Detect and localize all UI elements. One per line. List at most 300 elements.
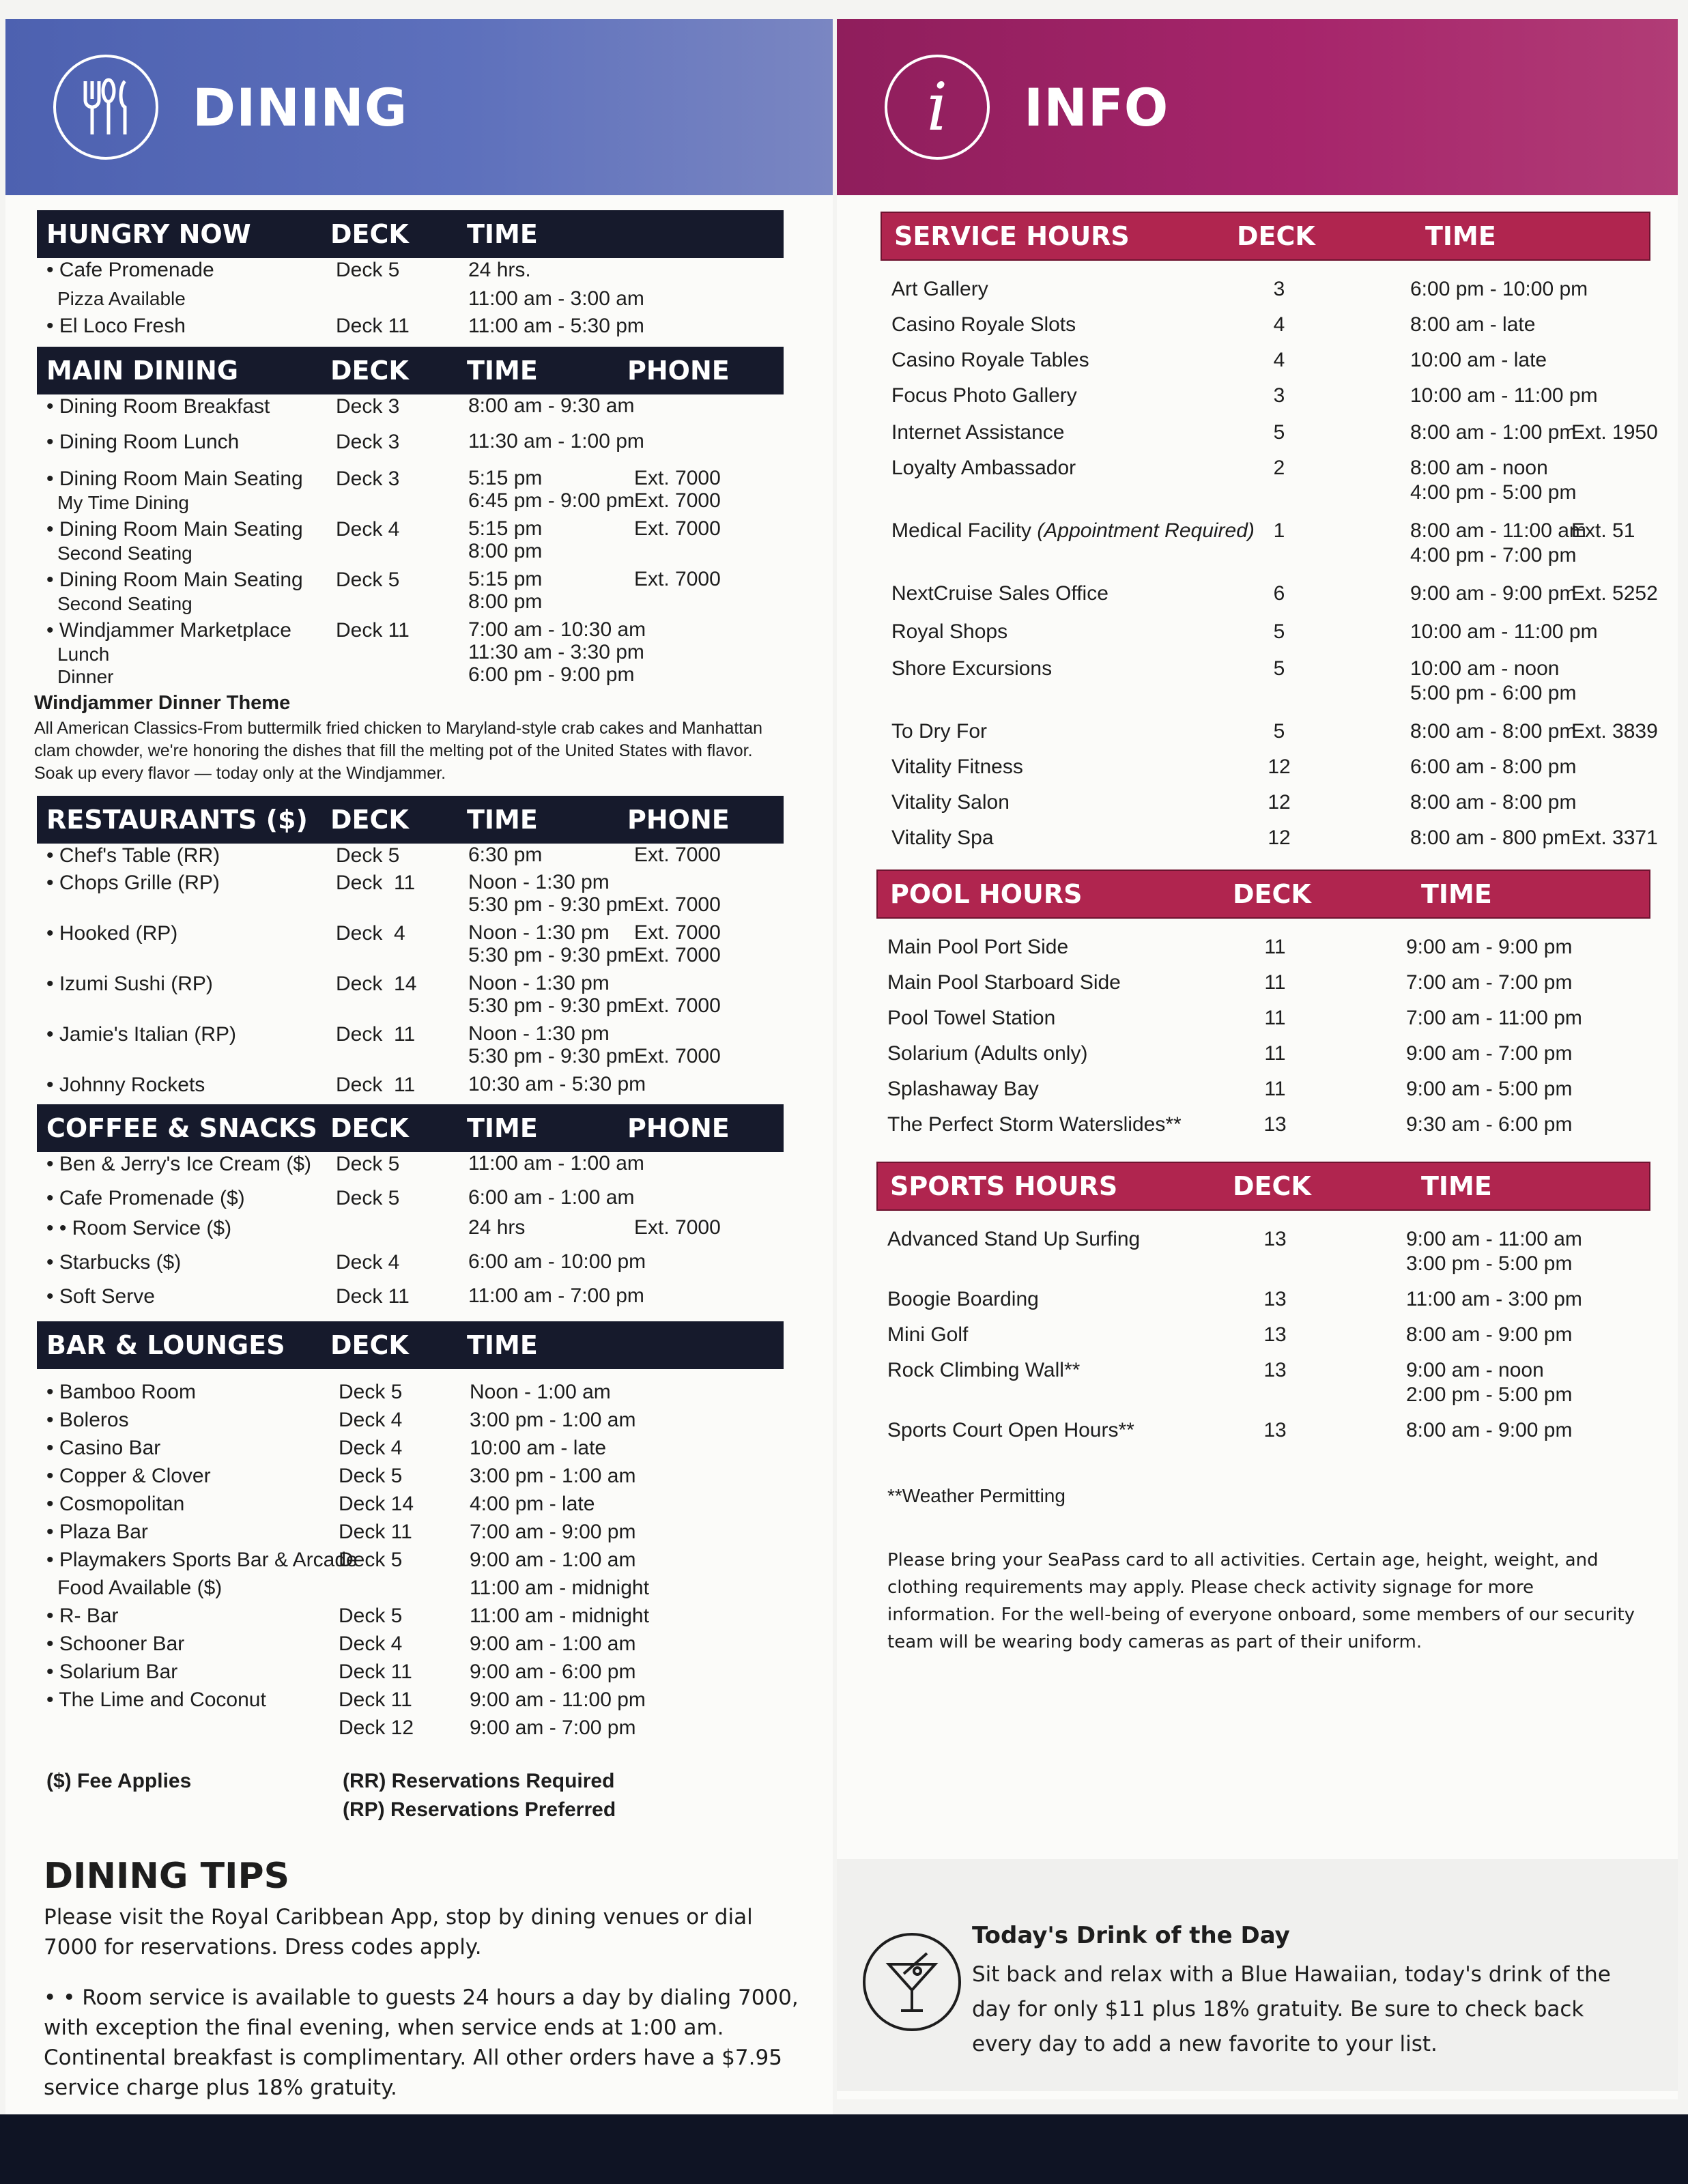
- time-cell: 5:15 pm 8:00 pm: [468, 568, 543, 613]
- service-name-text: NextCruise Sales Office: [891, 582, 1108, 605]
- venue-name-text: • Izumi Sushi (RP): [46, 973, 213, 995]
- deck-cell: 6: [1273, 582, 1285, 605]
- deck-cell: Deck 5: [336, 569, 400, 591]
- header-cell: SPORTS HOURS: [890, 1171, 1118, 1201]
- phone-cell: Ext. 7000: [634, 1045, 721, 1067]
- service-name-text: Shore Excursions: [891, 657, 1053, 680]
- time-cell: 9:30 am - 6:00 pm: [1406, 1113, 1573, 1136]
- time-cell: 11:00 am - midnight: [470, 1605, 649, 1627]
- venue-name: [46, 1250, 181, 1275]
- section-header: [37, 1104, 784, 1152]
- table-row: [37, 1073, 784, 1100]
- header-cell: TIME: [467, 356, 538, 386]
- time-cell: 6:00 pm - 10:00 pm: [1410, 278, 1588, 300]
- venue-name: • El Loco Fresh: [46, 314, 186, 339]
- deck-cell: 11: [1264, 1042, 1286, 1065]
- time-cell: 9:00 am - 9:00 pm: [1406, 936, 1573, 958]
- venue-name: [46, 921, 177, 946]
- deck-cell: Deck 5: [339, 1381, 403, 1403]
- deck-cell: 11: [1264, 971, 1286, 994]
- dining-banner: [5, 19, 833, 195]
- time-cell: 7:00 am - 10:30 am 11:30 am - 3:30 pm 6:00 pm - 9:00 pm: [468, 618, 646, 686]
- service-name-text: Splashaway Bay: [887, 1078, 1039, 1100]
- service-name: [891, 313, 1076, 337]
- time-cell: 7:00 am - 7:00 pm: [1406, 971, 1573, 994]
- service-name: [887, 1418, 1134, 1443]
- deck-cell: Deck 3: [336, 395, 400, 418]
- service-name: [891, 519, 1255, 543]
- venue-name: [46, 871, 220, 895]
- venue-subtitle: Second Seating: [57, 593, 192, 614]
- service-header-wrap: [881, 212, 1650, 261]
- header-cell: TIME: [1421, 879, 1492, 909]
- service-name: [891, 348, 1089, 373]
- time-cell: Noon - 1:30 pm 5:30 pm - 9:30 pm: [468, 921, 635, 966]
- table-row: [887, 1227, 1650, 1287]
- service-name-text: Main Pool Starboard Side: [887, 971, 1121, 994]
- header-cell: POOL HOURS: [890, 879, 1083, 909]
- table-row: [887, 1418, 1650, 1454]
- time-cell: 24 hrs.: [468, 259, 531, 281]
- deck-cell: Deck 4: [336, 922, 405, 945]
- deck-cell: 13: [1263, 1419, 1287, 1441]
- header-cell: DECK: [1233, 879, 1311, 909]
- deck-cell: Deck 11: [336, 872, 416, 894]
- header-cell: RESTAURANTS ($): [46, 805, 308, 835]
- deck-cell: 12: [1268, 827, 1291, 849]
- venue-name: [46, 1186, 245, 1211]
- info-body: [837, 195, 1678, 2099]
- header-cell: HUNGRY NOW: [46, 219, 251, 249]
- service-name-text: Focus Photo Gallery: [891, 384, 1077, 407]
- service-name-text: Art Gallery: [891, 278, 988, 300]
- service-name-text: Internet Assistance: [891, 421, 1065, 444]
- time-cell: 7:00 am - 11:00 pm: [1406, 1007, 1582, 1029]
- service-name: [891, 657, 1052, 681]
- deck-cell: 13: [1263, 1288, 1287, 1310]
- venue-name: Pizza Available: [57, 288, 186, 309]
- header-cell: PHONE: [627, 356, 730, 386]
- time-cell: Noon - 1:30 pm 5:30 pm - 9:30 pm: [468, 972, 635, 1017]
- header-cell: DECK: [330, 1113, 409, 1143]
- venue-name: • Copper & Clover: [46, 1464, 211, 1489]
- section-header: [37, 796, 784, 844]
- time-cell: Noon - 1:00 am: [470, 1381, 611, 1403]
- weather-note: **Weather Permitting: [887, 1485, 1065, 1506]
- deck-cell: Deck 4: [339, 1437, 403, 1459]
- time-cell: 9:00 am - 7:00 pm: [1406, 1042, 1573, 1065]
- service-name-text: The Perfect Storm Waterslides**: [887, 1113, 1182, 1136]
- deck-cell: 5: [1273, 620, 1285, 643]
- table-row: [37, 467, 784, 517]
- legend-fee: ($) Fee Applies: [46, 1770, 192, 1792]
- service-name: [891, 581, 1108, 606]
- dining-title: DINING: [192, 76, 408, 138]
- pool-header-wrap: [876, 870, 1650, 919]
- table-row: [37, 287, 784, 314]
- table-row: [37, 921, 784, 972]
- table-row: [37, 844, 784, 871]
- deck-cell: Deck 5: [336, 1153, 400, 1175]
- service-name: [887, 971, 1121, 995]
- info-icon: i: [885, 55, 990, 160]
- header-cell: TIME: [1425, 221, 1496, 251]
- header-cell: PHONE: [627, 805, 730, 835]
- phone-cell: Ext. 7000: [634, 517, 721, 540]
- table-row: [37, 314, 784, 343]
- service-name-text: Rock Climbing Wall**: [887, 1359, 1081, 1381]
- table-row: [37, 1284, 784, 1314]
- table-row: [891, 657, 1650, 719]
- venue-name: • Bamboo Room: [46, 1380, 196, 1405]
- section-header: [876, 870, 1650, 919]
- table-row: [37, 1216, 784, 1250]
- time-cell: 9:00 am - 5:00 pm: [1406, 1078, 1573, 1100]
- service-name-text: Advanced Stand Up Surfing: [887, 1228, 1141, 1250]
- deck-cell: Deck 4: [339, 1633, 403, 1655]
- venue-name: • Playmakers Sports Bar & Arcade: [46, 1548, 358, 1572]
- time-cell: 8:00 am - 11:00 am 4:00 pm - 7:00 pm: [1410, 519, 1586, 566]
- service-name: [887, 1041, 1087, 1066]
- bars-list: [37, 1380, 784, 1744]
- dining-body: [5, 195, 833, 2131]
- deck-cell: 11: [1264, 1007, 1286, 1029]
- venue-name: • Solarium Bar: [46, 1660, 177, 1684]
- venue-subtitle: My Time Dining: [57, 492, 189, 513]
- section-header: [37, 1321, 784, 1369]
- deck-cell: Deck 11: [339, 1689, 412, 1711]
- service-list: [891, 277, 1658, 861]
- table-row: [887, 1358, 1650, 1418]
- venue-name-text: • Jamie's Italian (RP): [46, 1023, 236, 1046]
- phone-cell: Ext. 7000 Ext. 7000: [634, 921, 721, 966]
- table-row: [891, 277, 1650, 313]
- service-name: [887, 1006, 1055, 1031]
- ext-cell: Ext. 5252: [1571, 582, 1658, 605]
- ext-cell: Ext. 51: [1571, 519, 1635, 542]
- table-row: [37, 1022, 784, 1073]
- time-cell: 11:00 am - 1:00 am: [468, 1152, 644, 1175]
- venue-name: [46, 568, 303, 615]
- venue-name-text: • • Room Service ($): [46, 1217, 231, 1239]
- time-cell: 11:00 am - midnight: [470, 1577, 649, 1599]
- venue-name: Food Available ($): [57, 1577, 223, 1599]
- info-column: [837, 19, 1678, 2099]
- service-name-text: Pool Towel Station: [887, 1007, 1056, 1029]
- table-row: [891, 620, 1650, 657]
- phone-cell: Ext. 7000: [634, 568, 721, 590]
- deck-cell: Deck 11: [336, 619, 410, 642]
- table-row: [37, 1152, 784, 1186]
- time-cell: 10:00 am - 11:00 pm: [1410, 384, 1598, 407]
- windjammer-theme-title: Windjammer Dinner Theme: [34, 692, 291, 714]
- deck-cell: 3: [1273, 278, 1285, 300]
- table-row: [887, 1287, 1650, 1323]
- deck-cell: Deck 5: [336, 844, 400, 867]
- deck-cell: 13: [1263, 1113, 1287, 1136]
- table-row: [37, 1716, 784, 1744]
- phone-cell: Ext. 7000: [634, 994, 721, 1017]
- service-name-text: To Dry For: [891, 720, 988, 743]
- venue-name: [46, 394, 270, 419]
- service-name: [887, 1358, 1080, 1383]
- time-cell: 9:00 am - 1:00 am: [470, 1633, 636, 1655]
- table-row: [891, 581, 1658, 620]
- drink-of-the-day: [837, 1859, 1678, 2091]
- legend: [37, 1770, 784, 1835]
- venue-name: [46, 517, 303, 564]
- service-name: [887, 935, 1068, 960]
- table-row: [887, 1323, 1650, 1358]
- venue-name: [46, 618, 291, 688]
- info-banner: [837, 19, 1678, 195]
- service-name: [891, 755, 1023, 779]
- ext-cell: Ext. 3371: [1571, 827, 1658, 849]
- header-cell: DECK: [1237, 221, 1315, 251]
- service-name: [891, 719, 987, 744]
- venue-name-text: • Johnny Rockets: [46, 1074, 205, 1096]
- deck-cell: Deck 12: [339, 1716, 414, 1739]
- table-row: [37, 1408, 784, 1436]
- table-row: [37, 1548, 784, 1576]
- sports-list: [887, 1227, 1650, 1454]
- deck-cell: 13: [1263, 1359, 1287, 1381]
- deck-cell: Deck 5: [336, 259, 400, 281]
- fork-spoon-knife-icon: [53, 55, 158, 160]
- header-cell: COFFEE & SNACKS: [46, 1113, 317, 1143]
- table-row: [37, 871, 784, 921]
- table-row: [891, 384, 1650, 420]
- venue-name-text: • Chef's Table (RR): [46, 844, 220, 867]
- deck-cell: Deck 11: [336, 1023, 416, 1046]
- service-name: [887, 1227, 1140, 1252]
- venue-name: [46, 1284, 155, 1309]
- venue-name: [46, 1152, 311, 1177]
- deck-cell: 4: [1273, 349, 1285, 371]
- service-name: [887, 1287, 1039, 1312]
- service-name: [891, 456, 1076, 480]
- venue-name-text: • Dining Room Main Seating: [46, 569, 303, 591]
- deck-cell: 11: [1264, 936, 1286, 958]
- table-row: [37, 1660, 784, 1688]
- header-cell: TIME: [467, 219, 538, 249]
- header-cell: TIME: [467, 1113, 538, 1143]
- time-cell: 6:30 pm: [468, 844, 543, 866]
- table-row: [37, 1576, 784, 1604]
- time-cell: 9:00 am - 11:00 am 3:00 pm - 5:00 pm: [1406, 1228, 1582, 1275]
- section-header: [876, 1162, 1650, 1211]
- venue-name: [46, 1022, 236, 1047]
- time-cell: 8:00 am - noon 4:00 pm - 5:00 pm: [1410, 457, 1577, 504]
- table-row: [891, 826, 1658, 861]
- time-cell: 9:00 am - 7:00 pm: [470, 1716, 636, 1739]
- time-cell: 4:00 pm - late: [470, 1493, 595, 1515]
- time-cell: 6:00 am - 1:00 am: [468, 1186, 635, 1209]
- venue-name: [46, 430, 239, 455]
- table-row: [891, 519, 1650, 581]
- table-row: [37, 568, 784, 618]
- table-row: [891, 755, 1650, 790]
- time-cell: 11:30 am - 1:00 pm: [468, 430, 644, 452]
- table-row: [37, 972, 784, 1022]
- deck-cell: Deck 11: [336, 1074, 416, 1096]
- dining-tips-paragraph: Please visit the Royal Caribbean App, stop by dining venues or dial 7000 for reservations. Dress codes apply.: [44, 1905, 753, 1959]
- table-row: [37, 1604, 784, 1632]
- dining-tips-title: DINING TIPS: [44, 1856, 290, 1897]
- time-cell: 10:00 am - late: [470, 1437, 607, 1459]
- sports-header-wrap: [876, 1162, 1650, 1211]
- time-cell: 8:00 am - 9:30 am: [468, 394, 635, 417]
- time-cell: 10:30 am - 5:30 pm: [468, 1073, 646, 1095]
- deck-cell: 13: [1263, 1323, 1287, 1346]
- time-cell: 8:00 am - 1:00 pm: [1410, 421, 1577, 444]
- deck-cell: Deck 14: [336, 973, 417, 995]
- table-row: [887, 935, 1650, 971]
- time-cell: 8:00 am - 8:00 pm: [1410, 720, 1577, 743]
- deck-cell: 5: [1273, 720, 1285, 743]
- venue-name: [46, 1073, 205, 1097]
- ext-cell: Ext. 3839: [1571, 720, 1658, 743]
- time-cell: 9:00 am - 1:00 am: [470, 1549, 636, 1571]
- deck-cell: Deck 11: [336, 1285, 410, 1308]
- header-cell: MAIN DINING: [46, 356, 239, 386]
- service-name: [891, 620, 1007, 644]
- table-row: [887, 971, 1650, 1006]
- deck-cell: Deck 4: [336, 1251, 400, 1274]
- service-name-text: Vitality Salon: [891, 791, 1010, 814]
- service-name-text: Mini Golf: [887, 1323, 969, 1346]
- service-name-text: Vitality Fitness: [891, 756, 1023, 778]
- deck-cell: Deck 5: [336, 1187, 400, 1209]
- header-cell: SERVICE HOURS: [894, 221, 1130, 251]
- table-row: [37, 258, 784, 287]
- seapass-note: Please bring your SeaPass card to all activities. Certain age, height, weight, and clothing requirements may apply. Please check activity signage for more information. For the well-being of everyone onboard, some members of our security team will be wearing body cameras as part of their uniform.: [887, 1550, 1635, 1652]
- service-name-text: Casino Royale Slots: [891, 313, 1076, 336]
- time-cell: 8:00 am - late: [1410, 313, 1536, 336]
- venue-name: • Schooner Bar: [46, 1632, 184, 1656]
- venue-name: • Casino Bar: [46, 1436, 160, 1461]
- time-cell: 10:00 am - late: [1410, 349, 1547, 371]
- header-cell: PHONE: [627, 1113, 730, 1143]
- venue-name-text: • Dining Room Breakfast: [46, 395, 270, 418]
- time-cell: 24 hrs: [468, 1216, 526, 1239]
- venue-name-text: • Cafe Promenade ($): [46, 1187, 245, 1209]
- venue-name-text: • Starbucks ($): [46, 1251, 181, 1274]
- drink-title: Today's Drink of the Day: [972, 1922, 1290, 1949]
- service-name: [891, 826, 994, 850]
- venue-name: • Cosmopolitan: [46, 1492, 184, 1517]
- section-header: [881, 212, 1650, 261]
- header-cell: TIME: [1421, 1171, 1492, 1201]
- deck-cell: 4: [1273, 313, 1285, 336]
- room-service-note: • • Room service is available to guests 24 hours a day by dialing 7000, with exception the final evening, when service ends at 1:00 am. Continental breakfast is complimentary. All other orders have a $7.95 service charge plus 18% gratuity.: [44, 1985, 799, 2100]
- deck-cell: 2: [1273, 457, 1285, 479]
- phone-cell: Ext. 7000: [634, 893, 721, 916]
- service-name: [887, 1323, 968, 1347]
- service-name-note: (Appointment Required): [1037, 519, 1255, 542]
- deck-cell: Deck 5: [339, 1549, 403, 1571]
- deck-cell: Deck 11: [336, 315, 410, 337]
- table-row: [891, 313, 1650, 348]
- service-name-text: Casino Royale Tables: [891, 349, 1089, 371]
- time-cell: 11:00 am - 5:30 pm: [468, 315, 644, 337]
- service-name-text: Sports Court Open Hours**: [887, 1419, 1134, 1441]
- deck-cell: 5: [1273, 421, 1285, 444]
- time-cell: 3:00 pm - 1:00 am: [470, 1465, 636, 1487]
- header-cell: TIME: [467, 1330, 538, 1360]
- venue-name: • Plaza Bar: [46, 1520, 148, 1544]
- table-row: [887, 1112, 1650, 1148]
- venue-name-text: • Hooked (RP): [46, 922, 177, 945]
- venue-name: • R- Bar: [46, 1604, 119, 1628]
- deck-cell: Deck 4: [336, 518, 400, 541]
- time-cell: 8:00 am - 9:00 pm: [1406, 1419, 1573, 1441]
- time-cell: 8:00 am - 800 pm: [1410, 827, 1571, 849]
- service-name-text: Loyalty Ambassador: [891, 457, 1076, 479]
- venue-subtitle: Lunch Dinner: [57, 644, 114, 687]
- venue-name-text: • Ben & Jerry's Ice Cream ($): [46, 1153, 311, 1175]
- time-cell: 8:00 am - 8:00 pm: [1410, 791, 1577, 814]
- table-row: [891, 790, 1650, 826]
- table-row: [37, 1436, 784, 1464]
- header-cell: DECK: [330, 805, 409, 835]
- time-cell: Noon - 1:30 pm 5:30 pm - 9:30 pm: [468, 1022, 635, 1067]
- venue-name: [46, 1216, 231, 1241]
- table-row: [37, 394, 784, 430]
- header-cell: TIME: [467, 805, 538, 835]
- venue-name-text: • Windjammer Marketplace: [46, 619, 291, 642]
- table-row: [891, 420, 1658, 456]
- time-cell: 11:00 am - 3:00 am: [468, 287, 644, 310]
- ext-cell: Ext. 1950: [1571, 421, 1658, 444]
- table-row: [37, 1520, 784, 1548]
- service-name: [887, 1077, 1039, 1102]
- deck-cell: Deck 5: [339, 1605, 403, 1627]
- table-row: [887, 1041, 1650, 1077]
- time-cell: 5:15 pm 8:00 pm: [468, 517, 543, 562]
- time-cell: 9:00 am - 11:00 pm: [470, 1689, 646, 1711]
- deck-cell: Deck 11: [339, 1661, 412, 1683]
- header-cell: DECK: [1233, 1171, 1311, 1201]
- venue-name: [46, 844, 220, 868]
- table-row: [37, 430, 784, 467]
- service-name-text: Medical Facility: [891, 519, 1032, 542]
- section-header: [37, 210, 784, 258]
- time-cell: 11:00 am - 7:00 pm: [468, 1284, 644, 1307]
- deck-cell: Deck 5: [339, 1465, 403, 1487]
- venue-name: [46, 467, 303, 514]
- time-cell: 10:00 am - noon 5:00 pm - 6:00 pm: [1410, 657, 1577, 704]
- table-row: [891, 348, 1650, 384]
- time-cell: 6:00 am - 10:00 pm: [468, 1250, 646, 1273]
- header-cell: DECK: [330, 356, 409, 386]
- table-row: [891, 456, 1650, 519]
- venue-subtitle: Second Seating: [57, 543, 192, 564]
- service-name: [891, 384, 1077, 408]
- phone-cell: Ext. 7000 Ext. 7000: [634, 467, 721, 512]
- service-name-text: Royal Shops: [891, 620, 1008, 643]
- legend-rr: (RR) Reservations Required: [343, 1770, 615, 1792]
- deck-cell: 3: [1273, 384, 1285, 407]
- time-cell: 3:00 pm - 1:00 am: [470, 1409, 636, 1431]
- section-header: [37, 347, 784, 394]
- venue-name-text: • Dining Room Main Seating: [46, 518, 303, 541]
- deck-cell: 1: [1273, 519, 1285, 542]
- table-row: [887, 1077, 1650, 1112]
- time-cell: 10:00 am - 11:00 pm: [1410, 620, 1598, 643]
- venue-name-text: • Dining Room Main Seating: [46, 468, 303, 490]
- time-cell: 9:00 am - noon 2:00 pm - 5:00 pm: [1406, 1359, 1573, 1406]
